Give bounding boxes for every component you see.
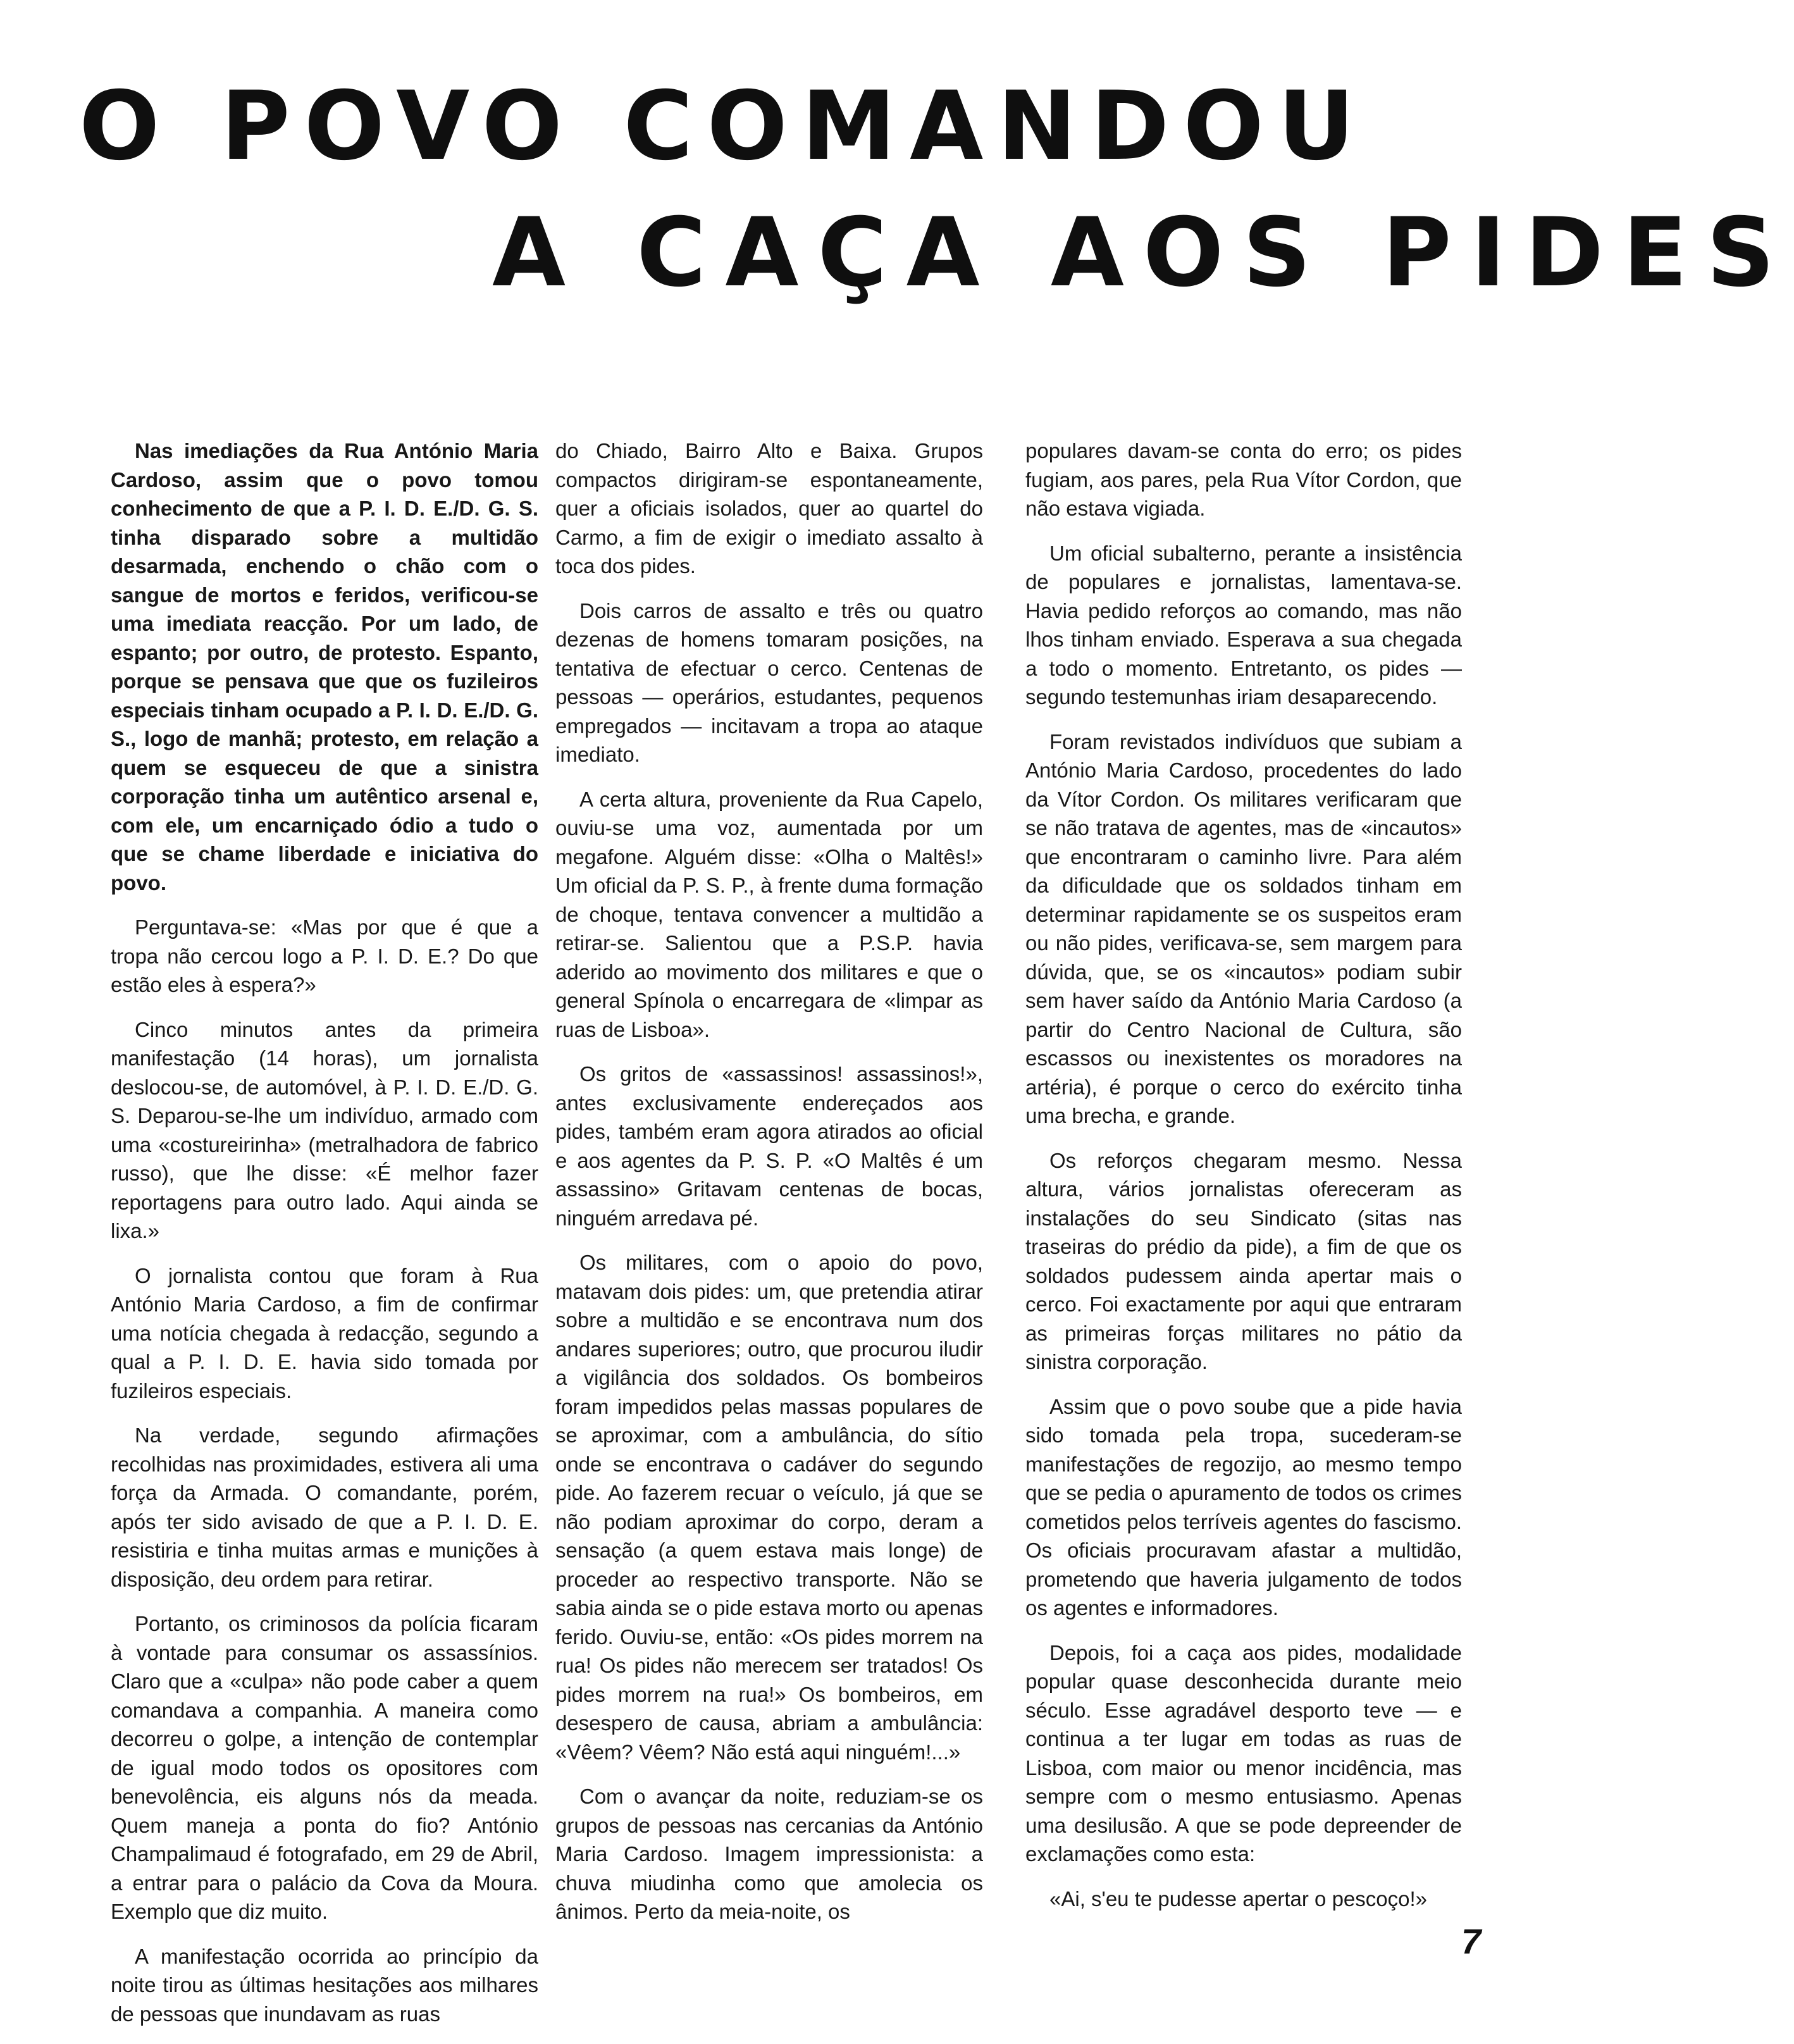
paragraph: Um oficial subalterno, perante a insistência de populares e jornalistas, lamentava-se. Havia pedido reforços ao comando, mas não lhos tinham enviado. Esperava a sua chegada a todo o momento. Entretanto, os pides — segundo testemunhas iriam desaparecendo. (1025, 541, 1462, 709)
page-number: 7 (1461, 1921, 1482, 1961)
paragraph: Cinco minutos antes da primeira manifestação (14 horas), um jornalista deslocou-se, de automóvel, à P. I. D. E./D. G. S. Deparou-se-lhe um indivíduo, armado com uma «costureirinha» (metralhadora de fabrico russo), que lhe disse: «É melhor fazer reportagens para outro lado. Aqui ainda se lixa.» (111, 1017, 538, 1242)
paragraph: Dois carros de assalto e três ou quatro dezenas de homens tomaram posições, na tentativa de efectuar o cerco. Centenas de pessoas — operários, estudantes, pequenos empregados — incitavam a tropa ao ataque imediato. (555, 598, 983, 766)
paragraph: Foram revistados indivíduos que subiam a António Maria Cardoso, procedentes do lado da Vítor Cordon. Os militares verificaram que se não tratava de agentes, mas de «incautos» que encontraram o caminho livre. Para além da dificuldade que os soldados tinham em determinar rapidamente se os suspeitos eram ou não pides, verificava-se, sem margem para dúvida, que, se os «incautos» podiam subir sem haver saído da António Maria Cardoso (a partir do Centro Nacional de Cultura, são escassos ou inexistentes os moradores na artéria), é porque o cerco do exército tinha uma brecha, e grande. (1025, 729, 1462, 1127)
article-column-3 (1025, 437, 1462, 1929)
paragraph: Depois, foi a caça aos pides, modalidade popular quase desconhecida durante meio século. Esse agradável desporto teve — e continua a ter lugar em todas as ruas de Lisboa, com maior ou menor incidência, mas sempre com o mesmo entusiasmo. Apenas uma desilusão. A que se pode depreender de exclamações como esta: (1025, 1640, 1462, 1866)
headline-line-2: A CAÇA AOS PIDES (492, 198, 1794, 308)
paragraph: Perguntava-se: «Mas por que é que a tropa não cercou logo a P. I. D. E.? Do que estão eles à espera?» (111, 915, 538, 996)
paragraph: populares davam-se conta do erro; os pides fugiam, aos pares, pela Rua Vítor Cordon, que não estava vigiada. (1025, 439, 1462, 520)
paragraph: Os militares, com o apoio do povo, matavam dois pides: um, que pretendia atirar sobre a multidão e se encontrava num dos andares superiores; outro, que procurou iludir a vigilância dos soldados. Os bombeiros foram impedidos pelas massas populares de se aproximar, com a ambulância, do sítio onde se encontrava o cadáver do segundo pide. Ao fazerem recuar o veículo, já que se não podiam aproximar do corpo, deram a sensação (a quem estava mais longe) de proceder ao respectivo transporte. Não se sabia ainda se o pide estava morto ou apenas ferido. Ouviu-se, então: «Os pides morrem na rua! Os pides não merecem ser tratados! Os pides morrem na rua!» Os bombeiros, em desespero de causa, abriam a ambulância: «Vêem? Vêem? Não está aqui ninguém!...» (555, 1251, 983, 1764)
paragraph: do Chiado, Bairro Alto e Baixa. Grupos compactos dirigiram-se espontaneamente, quer a oficiais isolados, quer ao quartel do Carmo, a fim de exigir o imediato assalto à toca dos pides. (555, 439, 983, 578)
paragraph: Com o avançar da noite, reduziam-se os grupos de pessoas nas cercanias da António Maria Cardoso. Imagem impressionista: a chuva miudinha como que amolecia os ânimos. Perto da meia-noite, os (555, 1785, 983, 1923)
paragraph: Portanto, os criminosos da polícia ficaram à vontade para consumar os assassínios. Claro que a «culpa» não pode caber a quem comandava a companhia. A maneira como decorreu o golpe, a intenção de contemplar de igual modo todos os opositores com benevolência, eis alguns nós da meada. Quem maneja a ponta do fio? António Champalimaud é fotografado, em 29 de Abril, a entrar para o palácio da Cova da Moura. Exemplo que diz muito. (111, 1612, 538, 1923)
paragraph: Os gritos de «assassinos! assassinos!», antes exclusivamente endereçados aos pides, também eram agora atirados ao oficial e aos agentes da P. S. P. «O Maltês é um assassino» Gritavam centenas de bocas, ninguém arredava pé. (555, 1062, 983, 1230)
paragraph: A manifestação ocorrida ao princípio da noite tirou as últimas hesitações aos milhares de pessoas que inundavam as ruas (111, 1944, 538, 2026)
paragraph: Nas imediações da Rua António Maria Cardoso, assim que o povo tomou conhecimento de que a P. I. D. E./D. G. S. tinha disparado sobre a multidão desarmada, enchendo o chão com o sangue de mortos e feridos, verificou-se uma imediata reacção. Por um lado, de espanto; por outro, de protesto. Espanto, porque se pensava que que os fuzileiros especiais tinham ocupado a P. I. D. E./D. G. S., logo de manhã; protesto, em relação a quem se esqueceu de que a sinistra corporação tinha um autêntico arsenal e, com ele, um encarniçado ódio a tudo o que se chame liberdade e iniciativa do povo. (111, 439, 538, 895)
paragraph: Os reforços chegaram mesmo. Nessa altura, vários jornalistas ofereceram as instalações do seu Sindicato (sitas nas traseiras do prédio da pide), a fim de que os soldados pudessem ainda apertar mais o cerco. Foi exactamente por aqui que entraram as primeiras forças militares no pátio da sinistra corporação. (1025, 1148, 1462, 1373)
paragraph: A certa altura, proveniente da Rua Capelo, ouviu-se uma voz, aumentada por um megafone. Alguém disse: «Olha o Maltês!» Um oficial da P. S. P., à frente duma formação de choque, tentava convencer a multidão a retirar-se. Salientou que a P.S.P. havia aderido ao movimento dos militares e que o general Spínola o encarregara de «limpar as ruas de Lisboa». (555, 787, 983, 1041)
paragraph: «Ai, s'eu te pudesse apertar o pescoço!» (1049, 1886, 1428, 1911)
article-column-2 (555, 437, 983, 1942)
paragraph: Assim que o povo soube que a pide havia sido tomada pela tropa, sucederam-se manifestações de regozijo, ao mesmo tempo que se pedia o apuramento de todos os crimes cometidos pelos terríveis agentes do fascismo. Os oficiais procuravam afastar a multidão, prometendo que haveria julgamento de todos os agentes e informadores. (1025, 1394, 1462, 1620)
paragraph: Na verdade, segundo afirmações recolhidas nas proximidades, estivera ali uma força da Armada. O comandante, porém, após ter sido avisado de que a P. I. D. E. resistiria e tinha muitas armas e munições à disposição, deu ordem para retirar. (111, 1423, 538, 1591)
paragraph: O jornalista contou que foram à Rua António Maria Cardoso, a fim de confirmar uma notícia chegada à redacção, segundo a qual a P. I. D. E. havia sido tomada por fuzileiros especiais. (111, 1263, 538, 1403)
article-column-1 (111, 437, 538, 2044)
headline-line-1: O POVO COMANDOU (79, 71, 1369, 182)
